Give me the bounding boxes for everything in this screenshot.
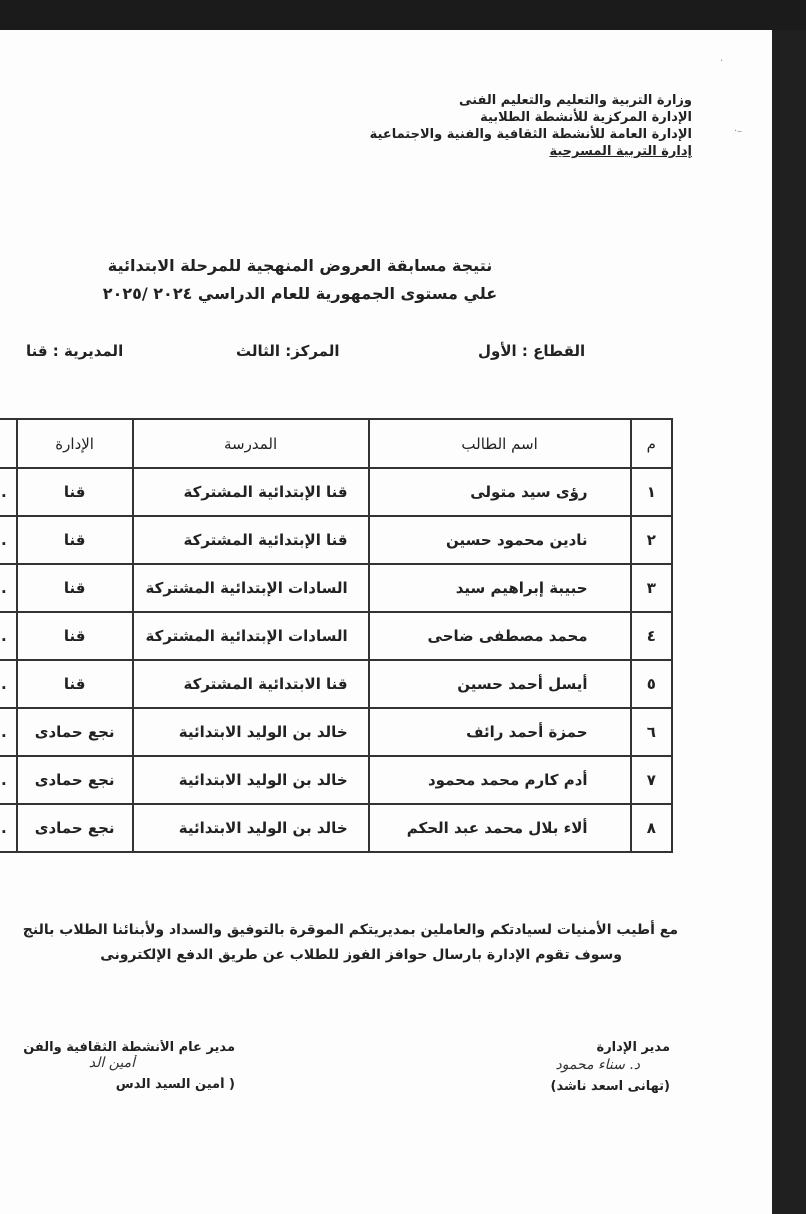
row-num: ٧ [631,756,672,804]
row-num: ٥ [631,660,672,708]
admin-name: نجع حمادى [17,708,133,756]
handwritten-signature: د. سناء محمود [555,1057,640,1073]
right-dark-bar [772,30,806,1214]
directorate-label: المديرية : قنا [26,342,124,360]
signer-title: مدير عام الأنشطة الثقافية والفن [23,1040,235,1055]
admin-name: قنا [17,564,133,612]
header-student: اسم الطالب [369,419,631,468]
signer-name: (تهانى اسعد ناشد) [550,1079,670,1094]
handwritten-signature: أمين الد [88,1055,135,1071]
closing-message [0,918,678,968]
signature-block-department-director [510,1040,670,1094]
title-line-2: علي مستوى الجمهورية للعام الدراسي ٢٠٢٤ /٢٠٢٥ [102,284,498,303]
table-header-row [0,419,672,468]
header-admin: الإدارة [17,419,133,468]
admin-name: قنا [17,516,133,564]
school-name: قنا الإبتدائية المشتركة [133,516,369,564]
student-name: نادين محمود حسين [369,516,631,564]
admin-name: قنا [17,612,133,660]
closing-line-1: مع أطيب الأمنيات لسيادتكم والعاملين بمديريتكم الموقرة بالتوفيق والسداد ولأبنائنا الطلاب بالنج [22,922,678,938]
general-admin-name: الإدارة العامة للأنشطة الثقافية والفنية والاجتماعية [369,127,692,142]
table-row [0,708,672,756]
scan-mark: –· [734,126,743,137]
header-cut-off [0,419,17,468]
cut-off-cell: . [0,708,17,756]
school-name: خالد بن الوليد الابتدائية [133,756,369,804]
table-row [0,660,672,708]
document-title [90,252,510,308]
cut-off-cell: . [0,468,17,516]
admin-name: نجع حمادى [17,756,133,804]
table-row [0,612,672,660]
admin-name: نجع حمادى [17,804,133,852]
school-name: السادات الإبتدائية المشتركة [133,564,369,612]
student-name: أدم كارم محمد محمود [369,756,631,804]
signature-block-general-director [0,1040,235,1092]
table-row [0,804,672,852]
school-name: قنا الإبتدائية المشتركة [133,468,369,516]
student-name: ألاء بلال محمد عبد الحكم [369,804,631,852]
closing-line-2: وسوف تقوم الإدارة بارسال حوافز الفوز للطلاب عن طريق الدفع الإلكترونى [100,947,622,963]
ministry-name: وزارة التربية والتعليم والتعليم الفنى [459,93,692,108]
scan-mark: · [720,56,724,67]
school-name: قنا الابتدائية المشتركة [133,660,369,708]
row-num: ٨ [631,804,672,852]
cut-off-cell: . [0,564,17,612]
cut-off-cell: . [0,660,17,708]
row-num: ٣ [631,564,672,612]
document-page [0,30,772,1214]
table-row [0,516,672,564]
center-label: المركز: الثالث [236,342,340,360]
central-admin-name: الإدارة المركزية للأنشطة الطلابية [480,110,692,125]
student-name: حبيبة إبراهيم سيد [369,564,631,612]
table-row [0,564,672,612]
signer-name: ( أمين السيد الدس [115,1077,235,1092]
school-name: خالد بن الوليد الابتدائية [133,708,369,756]
signer-title: مدير الإدارة [596,1040,670,1055]
sector-label: القطاع : الأول [478,342,586,360]
header-num: م [631,419,672,468]
admin-name: قنا [17,660,133,708]
header-school: المدرسة [133,419,369,468]
school-name: خالد بن الوليد الابتدائية [133,804,369,852]
student-name: أيسل أحمد حسين [369,660,631,708]
row-num: ٦ [631,708,672,756]
school-name: السادات الإبتدائية المشتركة [133,612,369,660]
table-row [0,468,672,516]
table-row [0,756,672,804]
student-name: حمزة أحمد رائف [369,708,631,756]
row-num: ١ [631,468,672,516]
student-name: محمد مصطفى ضاحى [369,612,631,660]
cut-off-cell: . [0,516,17,564]
student-name: رؤى سيد متولى [369,468,631,516]
top-dark-bar [0,0,806,30]
row-num: ٢ [631,516,672,564]
cut-off-cell: . [0,756,17,804]
row-num: ٤ [631,612,672,660]
results-table [0,418,673,853]
cut-off-cell: . [0,804,17,852]
document-header [369,92,692,160]
cut-off-cell: . [0,612,17,660]
title-line-1: نتيجة مسابقة العروض المنهجية للمرحلة الابتدائية [107,256,493,275]
admin-name: قنا [17,468,133,516]
department-name: إدارة التربية المسرحية [549,144,692,159]
